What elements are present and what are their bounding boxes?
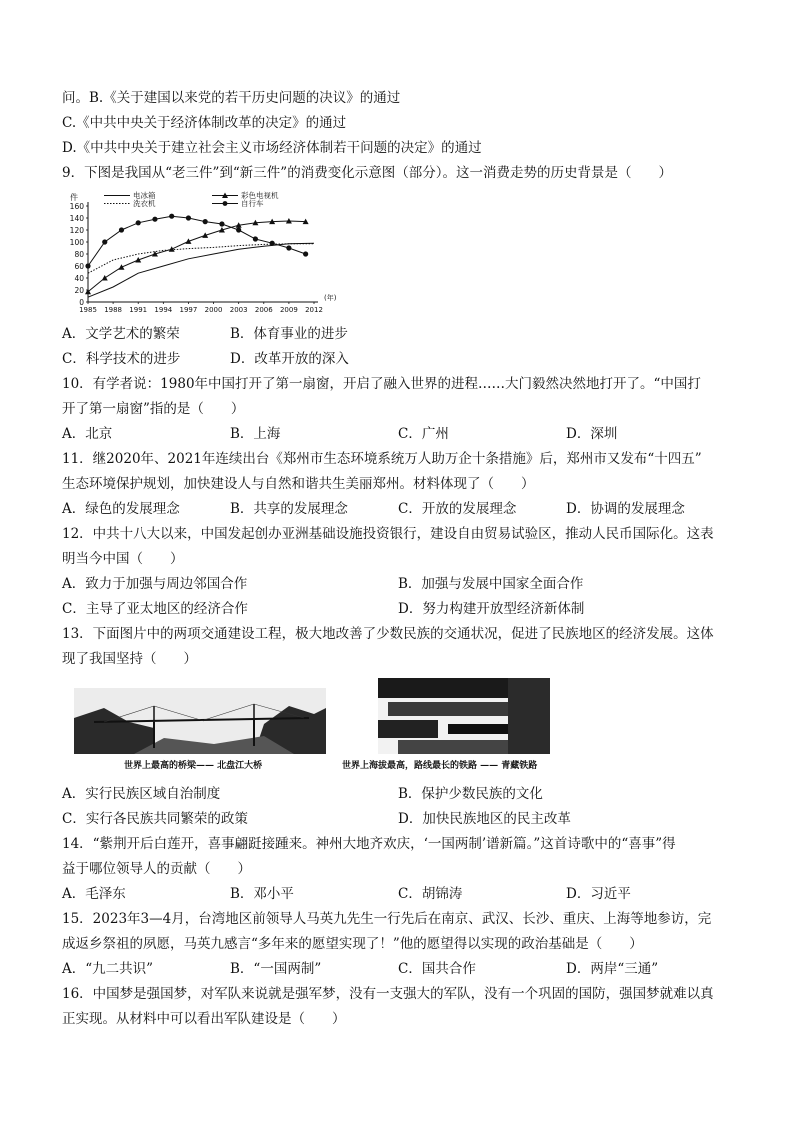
- x-axis-label: (年): [324, 294, 337, 302]
- q14-option-d[interactable]: D．习近平: [566, 886, 631, 902]
- bicycle-point: [136, 220, 141, 225]
- q10-option-a[interactable]: A．北京: [62, 426, 113, 442]
- q9-options-row1: [62, 322, 742, 347]
- q11-options: [62, 497, 742, 522]
- bicycle-point: [303, 251, 308, 256]
- x-tick-label: 1985: [79, 306, 97, 314]
- q15-stem: 15．2023年3—4月，台湾地区前领导人马英九先生一行先后在南京、武汉、长沙、重庆、上海等地参访，完: [62, 911, 712, 927]
- q15-options: [62, 957, 742, 982]
- q14-stem: 14．“紫荆开后白莲开，喜事翩跹接踵来。神州大地齐欢庆，‘一国两制’谱新篇。”这首诗歌中的“喜事”得: [62, 836, 676, 852]
- q12-options-row2: [62, 597, 742, 622]
- railway-illustration: [378, 678, 550, 754]
- x-tick-label: 2003: [229, 306, 248, 314]
- tv-point: [102, 275, 108, 281]
- q14-option-b[interactable]: B．邓小平: [230, 886, 294, 902]
- q8-option-c-line: C.《中共中央关于经济体制改革的决定》的通过: [62, 115, 347, 131]
- q11-option-d[interactable]: D．协调的发展理念: [566, 501, 685, 517]
- bridge-caption: 世界上最高的桥梁—— 北盘江大桥: [124, 761, 263, 771]
- q13-stem-cont: 现了我国坚持（ ）: [62, 651, 197, 667]
- q13-option-b[interactable]: B．保护少数民族的文化: [398, 786, 543, 802]
- y-tick-label: 140: [69, 214, 84, 223]
- q12-stem: 12．中共十八大以来，中国发起创办亚洲基础设施投资银行，建设自由贸易试验区，推动人民币国际化。这表: [62, 526, 714, 542]
- y-tick-label: 20: [74, 286, 84, 295]
- bicycle-point: [85, 263, 90, 268]
- y-tick-label: 80: [74, 250, 84, 259]
- railway-photo: [378, 678, 550, 754]
- q12-options-row1: [62, 572, 742, 597]
- q10-stem: 10．有学者说：1980年中国打开了第一扇窗，开启了融入世界的进程……大门毅然决然地打开了。“中国打: [62, 376, 701, 392]
- x-tick-label: 2012: [305, 306, 323, 314]
- q14-stem-cont: 益于哪位领导人的贡献（ ）: [62, 861, 251, 877]
- q15-option-d[interactable]: D．两岸“三通”: [566, 961, 659, 977]
- bicycle-point: [286, 245, 291, 250]
- q11-stem: 11．继2020年、2021年连续出台《郑州市生态环境系统万人助万企十条措施》后，郑州市又发布“十四五”: [62, 451, 702, 467]
- x-tick-label: 1988: [104, 306, 123, 314]
- q13-photos: [62, 678, 742, 778]
- x-tick-label: 2006: [254, 306, 273, 314]
- bicycle-point: [219, 221, 224, 226]
- q14-option-c[interactable]: C．胡锦涛: [398, 886, 463, 902]
- legend-label-2: 彩色电视机: [241, 191, 279, 200]
- q14-options: [62, 882, 742, 907]
- y-tick-label: 160: [69, 202, 84, 211]
- q13-options-row1: [62, 782, 742, 807]
- y-tick-label: 40: [74, 274, 84, 283]
- bicycle-point: [152, 217, 157, 222]
- q13-option-c[interactable]: C．实行各民族共同繁荣的政策: [62, 811, 248, 827]
- tv-point: [118, 264, 124, 270]
- railway-caption: 世界上海拔最高，路线最长的铁路 —— 青藏铁路: [342, 761, 538, 771]
- q15-option-c[interactable]: C．国共合作: [398, 961, 476, 977]
- q9-options-row2: [62, 347, 742, 372]
- q15-option-a[interactable]: A．“九二共识”: [62, 961, 154, 977]
- q16-stem-cont: 正实现。从材料中可以看出军队建设是（ ）: [62, 1011, 346, 1027]
- q12-stem-cont: 明当今中国（ ）: [62, 551, 184, 567]
- legend-marker-bicycle: [223, 201, 228, 206]
- q12-option-a[interactable]: A．致力于加强与周边邻国合作: [62, 576, 248, 592]
- q11-option-b[interactable]: B．共享的发展理念: [230, 501, 348, 517]
- bicycle-point: [186, 215, 191, 220]
- q9-option-c[interactable]: C．科学技术的进步: [62, 351, 181, 367]
- tv-point: [169, 246, 175, 252]
- q8-option-d-line: D.《中共中央关于建立社会主义市场经济体制若干问题的决定》的通过: [62, 140, 482, 156]
- series-line-0: [88, 243, 314, 297]
- q9-option-b[interactable]: B．体育事业的进步: [230, 326, 348, 342]
- x-tick-label: 2009: [279, 306, 298, 314]
- x-tick-label: 1994: [154, 306, 173, 314]
- q11-stem-cont: 生态环境保护规划，加快建设人与自然和谐共生美丽郑州。材料体现了（ ）: [62, 476, 535, 492]
- q12-option-b[interactable]: B．加强与发展中国家全面合作: [398, 576, 584, 592]
- q13-stem: 13．下面图片中的两项交通建设工程，极大地改善了少数民族的交通状况，促进了民族地区的经济发展。这体: [62, 626, 714, 642]
- q9-chart: [62, 190, 742, 318]
- q15-stem-cont: 成返乡祭祖的夙愿，马英九感言“多年来的愿望实现了！”他的愿望得以实现的政治基础是（ ）: [62, 936, 643, 952]
- q12-option-d[interactable]: D．努力构建开放型经济新体制: [398, 601, 585, 617]
- q10-option-b[interactable]: B．上海: [230, 426, 281, 442]
- q10-option-c[interactable]: C．广州: [398, 426, 449, 442]
- q11-option-c[interactable]: C．开放的发展理念: [398, 501, 517, 517]
- y-axis-label: 件: [70, 193, 78, 202]
- q9-option-d[interactable]: D．改革开放的深入: [230, 351, 349, 367]
- q13-option-d[interactable]: D．加快民族地区的民主改革: [398, 811, 571, 827]
- bicycle-point: [236, 227, 241, 232]
- bicycle-point: [203, 219, 208, 224]
- x-tick-label: 2000: [204, 306, 223, 314]
- x-tick-label: 1997: [179, 306, 198, 314]
- bridge-photo: [74, 688, 326, 754]
- y-tick-label: 100: [69, 238, 84, 247]
- q13-option-a[interactable]: A．实行民族区域自治制度: [62, 786, 221, 802]
- q10-stem-cont: 开了第一扇窗”指的是（ ）: [62, 401, 245, 417]
- bridge-illustration: [74, 688, 326, 754]
- legend-label-0: 电冰箱: [133, 191, 156, 200]
- legend-label-3: 自行车: [241, 199, 264, 208]
- q10-option-d[interactable]: D．深圳: [566, 426, 618, 442]
- y-tick-label: 0: [79, 298, 84, 307]
- q14-option-a[interactable]: A．毛泽东: [62, 886, 126, 902]
- legend-label-1: 洗衣机: [133, 199, 156, 208]
- q11-option-a[interactable]: A．绿色的发展理念: [62, 501, 180, 517]
- consumption-line-chart: [62, 190, 337, 318]
- q8-option-b-line: 问。B.《关于建国以来党的若干历史问题的决议》的通过: [62, 90, 401, 106]
- q12-option-c[interactable]: C．主导了亚太地区的经济合作: [62, 601, 248, 617]
- q9-option-a[interactable]: A．文学艺术的繁荣: [62, 326, 180, 342]
- bicycle-point: [270, 241, 275, 246]
- y-tick-label: 60: [74, 262, 84, 271]
- bicycle-point: [119, 227, 124, 232]
- x-tick-label: 1991: [129, 306, 148, 314]
- q9-stem: 9．下图是我国从“老三件”到“新三件”的消费变化示意图（部分）。这一消费走势的历史背景是（ ）: [62, 165, 672, 181]
- bicycle-point: [102, 239, 107, 244]
- q13-options-row2: [62, 807, 742, 832]
- bicycle-point: [169, 214, 174, 219]
- q15-option-b[interactable]: B．“一国两制”: [230, 961, 322, 977]
- q16-stem: 16．中国梦是强国梦，对军队来说就是强军梦，没有一支强大的军队，没有一个巩固的国防，强国梦就难以真: [62, 986, 714, 1002]
- bicycle-point: [253, 236, 258, 241]
- exam-page: [62, 86, 742, 1032]
- y-tick-label: 120: [69, 226, 84, 235]
- q10-options: [62, 422, 742, 447]
